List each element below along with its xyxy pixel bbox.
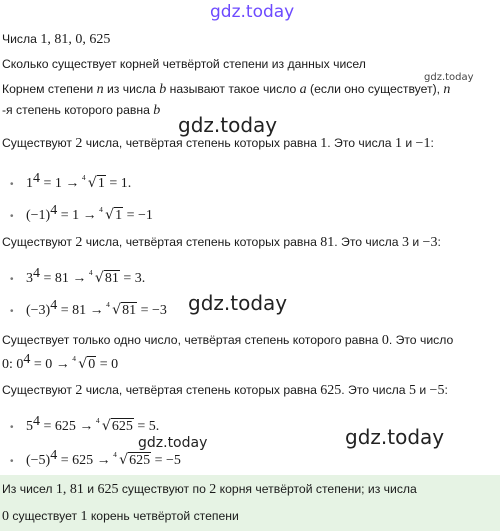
intro-target: 625 [320, 383, 342, 398]
intro-count: 2 [75, 235, 83, 250]
math-item [10, 202, 153, 227]
math-result: = 0 [96, 357, 119, 372]
watermark-big-2: gdz.today [188, 291, 288, 315]
math-result: = −3 [137, 303, 167, 318]
task-header [2, 30, 110, 49]
section-intro-1 [2, 134, 434, 153]
header-numbers: 1, 81, 0, 625 [40, 32, 111, 47]
intro-count: 2 [75, 383, 83, 398]
intro-target: 1 [320, 136, 328, 151]
math-eq: = 81 → [57, 303, 108, 318]
radicand: 81 [104, 271, 119, 286]
math-result: = 3. [119, 271, 146, 286]
math-base: 0: 0 [2, 357, 24, 372]
watermark-big-1: gdz.today [178, 113, 278, 137]
math-eq: = 1 → [40, 176, 83, 191]
radical-icon: √ [78, 356, 88, 372]
math-item [10, 297, 167, 322]
math-base: (−5) [26, 453, 51, 468]
intro-num: −5 [429, 383, 445, 398]
root-index: 4 [113, 450, 117, 459]
math-exp: 4 [33, 170, 40, 186]
math-eq: = 625 → [57, 453, 115, 468]
root-index: 4 [99, 205, 103, 214]
intro-target: 0 [381, 333, 389, 348]
intro-text: . Это числа [327, 136, 395, 150]
radicand: 625 [111, 419, 133, 434]
answer-num: 625 [97, 482, 119, 497]
bullet-icon: • [10, 306, 14, 317]
math-eq: = 81 → [40, 271, 90, 286]
math-base: 5 [26, 419, 33, 434]
watermark-top: gdz.today [210, 2, 295, 22]
bullet-icon: • [10, 179, 14, 190]
def-var-b: b [159, 82, 167, 97]
intro-text: : [437, 235, 441, 249]
math-item [10, 447, 181, 472]
radical-icon: √ [112, 302, 122, 318]
answer-line-2 [2, 507, 239, 526]
intro-count: 2 [75, 136, 83, 151]
intro-text: Существуют [2, 136, 76, 150]
radicand: 1 [97, 176, 105, 191]
fourth-root [90, 268, 120, 289]
intro-num: 5 [408, 383, 416, 398]
bullet-icon: • [10, 274, 14, 285]
watermark-small-bottom: gdz.today [138, 435, 208, 451]
math-base: (−1) [26, 208, 51, 223]
radicand: 625 [129, 453, 151, 468]
answer-num: 2 [209, 482, 217, 497]
math-result: = 1. [105, 176, 132, 191]
radical-icon: √ [101, 418, 111, 434]
answer-box [0, 475, 500, 531]
root-index: 4 [106, 300, 110, 309]
definition-line-2 [2, 101, 160, 120]
answer-text: Из чисел [2, 482, 56, 496]
fourth-root [97, 416, 134, 437]
math-exp: 4 [50, 202, 58, 218]
intro-num: 1 [394, 136, 402, 151]
intro-num: 3 [401, 235, 409, 250]
math-exp: 4 [33, 265, 40, 281]
intro-text: и [401, 136, 416, 150]
watermark-small-right: gdz.today [424, 72, 474, 83]
root-index: 4 [88, 268, 93, 277]
def-var-a: a [299, 82, 307, 97]
math-exp: 4 [23, 351, 31, 367]
math-eq: = 1 → [57, 208, 101, 223]
intro-text: : [430, 136, 434, 150]
math-item [10, 265, 146, 290]
math-result: = −5 [151, 453, 181, 468]
radical-icon: √ [87, 175, 97, 191]
watermark-big-3: gdz.today [345, 425, 445, 449]
intro-text: Существуют [2, 383, 76, 397]
math-exp: 4 [33, 413, 40, 429]
zero-intro-line-1 [2, 331, 453, 350]
math-result: = 5. [133, 419, 160, 434]
fourth-root [114, 450, 151, 471]
fourth-root [83, 173, 106, 194]
intro-num: −3 [422, 235, 438, 250]
radicand: 1 [115, 208, 123, 223]
radicand: 0 [88, 357, 96, 372]
answer-text: существуют по [118, 482, 210, 496]
answer-line-1 [2, 480, 417, 499]
def-var-n: n [443, 82, 451, 97]
radical-icon: √ [105, 207, 115, 223]
radical-icon: √ [94, 270, 104, 286]
root-index: 4 [81, 173, 86, 182]
intro-text: : [444, 383, 448, 397]
section-intro-2 [2, 233, 441, 252]
answer-text: корня четвёртой степени; из числа [216, 482, 417, 496]
root-index: 4 [72, 354, 77, 363]
math-item [10, 170, 132, 195]
def-var-n: n [96, 82, 104, 97]
math-eq: = 625 → [40, 419, 97, 434]
root-index: 4 [95, 416, 100, 425]
intro-text: и [408, 235, 423, 249]
answer-text: существует [9, 509, 81, 523]
radical-icon: √ [119, 452, 129, 468]
math-eq: = 0 → [30, 357, 74, 372]
math-base: 1 [26, 176, 33, 191]
bullet-icon: • [10, 211, 14, 222]
answer-text: корень четвёртой степени [87, 509, 239, 523]
fourth-root [73, 355, 96, 374]
answer-num: 1, 81 [55, 482, 84, 497]
bullet-icon: • [10, 422, 14, 433]
intro-num: −1 [415, 136, 431, 151]
intro-text: Существуют [2, 235, 76, 249]
answer-num: 1 [80, 509, 88, 524]
math-exp: 4 [50, 447, 58, 463]
section-intro-625 [2, 381, 448, 400]
math-base: (−3) [26, 303, 51, 318]
intro-text: Существует только одно число, четвёртая степень которого равна [2, 333, 382, 347]
fourth-root [100, 205, 123, 226]
question-text: Сколько существует корней четвёртой степени из данных чисел [2, 57, 366, 71]
def-text: -я степень которого равна [2, 103, 154, 117]
intro-text: . Это числа [341, 383, 409, 397]
header-label: Числа [2, 32, 41, 46]
answer-num: 0 [2, 509, 9, 524]
bullet-icon: • [10, 456, 14, 467]
def-text: называют такое число [166, 82, 300, 96]
math-exp: 4 [50, 297, 58, 313]
intro-target: 81 [320, 235, 335, 250]
math-result: = −1 [123, 208, 153, 223]
answer-text: и [83, 482, 98, 496]
intro-text: числа, четвёртая степень которых равна [82, 235, 321, 249]
math-item [10, 413, 160, 438]
intro-text: и [415, 383, 430, 397]
intro-text: числа, четвёртая степень которых равна [82, 136, 321, 150]
intro-text: . Это числа [334, 235, 402, 249]
def-var-b: b [153, 103, 161, 118]
math-base: 3 [26, 271, 33, 286]
def-text: из числа [103, 82, 160, 96]
def-text: Корнем степени [2, 82, 97, 96]
radicand: 81 [122, 303, 137, 318]
intro-text: . Это число [388, 333, 454, 347]
zero-intro-line-2 [2, 351, 119, 374]
fourth-root [107, 300, 137, 321]
intro-text: числа, четвёртая степень которых равна [82, 383, 321, 397]
def-text: (если оно существует), [306, 82, 444, 96]
definition-line-1 [2, 80, 450, 99]
